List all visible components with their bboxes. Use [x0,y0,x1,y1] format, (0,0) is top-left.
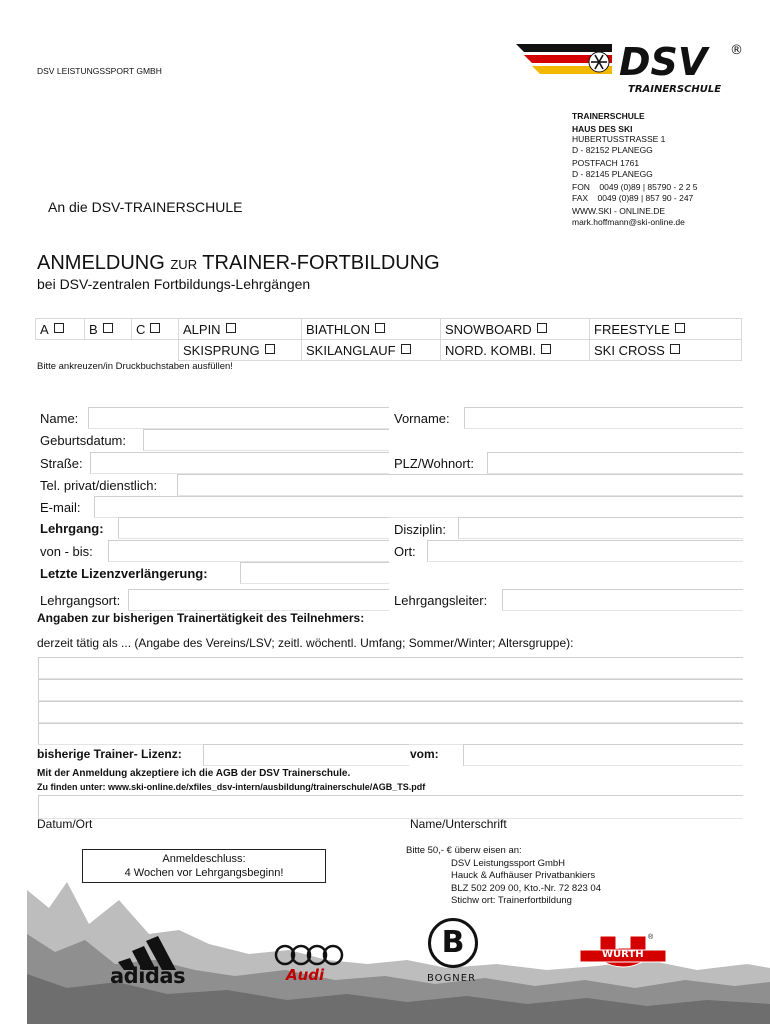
lehrgang-field[interactable] [118,517,389,539]
label-von-bis: von - bis: [40,544,93,559]
address-po-city: D - 82145 PLANEGG [572,168,653,179]
address-building: HAUS DES SKI [572,123,633,134]
title-part2: ZUR [170,257,198,272]
vom-field[interactable] [463,744,743,766]
fill-instruction: Bitte ankreuzen/in Druckbuchstaben ausfüllen! [37,361,233,372]
payment-line-1: Bitte 50,- € überw eisen an: [406,845,522,856]
address-street: HUBERTUSSTRASSE 1 [572,134,666,144]
dsv-logo [516,40,746,98]
payment-info [406,845,601,908]
checkbox-skisprung[interactable] [265,344,275,354]
address-po-box: POSTFACH 1761 [572,158,640,168]
registered-mark: ® [730,43,743,58]
label-unterschrift: Name/Unterschrift [410,817,507,831]
deadline-label: Anmeldeschluss: [162,853,246,865]
title-part1: ANMELDUNG [37,252,165,274]
label-vorname: Vorname: [394,411,450,426]
checkbox-a[interactable] [54,323,64,333]
audi-logo [274,944,348,986]
taetigkeit-line-4[interactable] [38,723,743,745]
plz-wohnort-field[interactable] [487,452,743,474]
taetigkeit-line-3[interactable] [38,701,743,723]
taetigkeit-line-1[interactable] [38,657,743,679]
checkbox-c[interactable] [150,323,160,333]
address-city: D - 82152 PLANEGG [572,144,653,155]
section-heading-trainertaetigkeit: Angaben zur bisherigen Trainertätigkeit des Teilnehmers: [37,611,365,625]
cat-b-label: B [89,321,98,337]
bisherige-lizenz-field[interactable] [203,744,409,766]
checkbox-biathlon[interactable] [375,323,385,333]
category-table [35,318,742,361]
recipient: An die DSV-TRAINERSCHULE [48,199,243,215]
derzeit-instruction: derzeit tätig als ... (Angabe des Vereins/LSV; zeitl. wöchentl. Umfang; Sommer/Winter; Altersgruppe): [37,636,574,650]
lehrgangsort-field[interactable] [128,589,389,611]
payment-line-5: Stichw ort: Trainerfortbildung [451,895,572,906]
label-ort: Ort: [394,544,416,559]
page-title [37,252,440,275]
wurth-registered-mark: ® [648,934,654,941]
label-lehrgangsort: Lehrgangsort: [40,593,121,608]
signature-field[interactable] [38,795,743,819]
label-datum-ort: Datum/Ort [37,817,93,831]
label-strasse: Straße: [40,456,83,471]
taetigkeit-line-2[interactable] [38,679,743,701]
audi-wordmark: Audi [286,966,325,984]
address-web: WWW.SKI - ONLINE.DE [572,206,666,216]
lizenzverlaengerung-field[interactable] [240,562,389,584]
dsv-logo-graphic [516,40,746,98]
email-field[interactable] [94,496,743,518]
label-vom: vom: [410,747,439,761]
label-lehrgangsleiter: Lehrgangsleiter: [394,593,488,608]
cat-c-label: C [136,321,146,337]
address-phone: FON 0049 (0)89 | 85790 - 2 2 5 [572,182,698,192]
label-name: Name: [40,411,79,426]
adidas-logo [110,936,200,986]
label-disziplin: Disziplin: [394,522,447,537]
label-geburtsdatum: Geburtsdatum: [40,433,126,448]
address-block [572,111,698,227]
agb-link[interactable]: Zu finden unter: www.ski-online.de/xfiles_dsv-intern/ausbildung/trainerschule/AGB_TS.pdf [37,782,426,792]
checkbox-b[interactable] [103,323,113,333]
strasse-field[interactable] [90,452,389,474]
ort-field[interactable] [427,540,743,562]
dsv-logo-subtitle: TRAINERSCHULE [628,84,722,95]
cat-freestyle-label: FREESTYLE [594,321,670,337]
checkbox-ski-cross[interactable] [670,344,680,354]
title-part3: TRAINER-FORTBILDUNG [202,252,440,274]
checkbox-nord-kombi[interactable] [541,344,551,354]
wurth-wordmark: WÜRTH [602,949,644,960]
deadline-value: 4 Wochen vor Lehrgangsbeginn! [124,867,284,879]
audi-rings-icon [274,944,348,966]
agb-acceptance: Mit der Anmeldung akzeptiere ich die AGB der DSV Trainerschule. [37,768,351,779]
adidas-wordmark: adidas [110,964,186,988]
dsv-logo-text: DSV [619,40,708,84]
cat-skisprung-label: SKISPRUNG [183,342,260,358]
address-name: TRAINERSCHULE [572,111,645,121]
snowflake-icon [589,52,609,72]
checkbox-snowboard[interactable] [537,323,547,333]
bogner-logo [422,918,488,988]
deadline-box [82,849,326,883]
label-tel: Tel. privat/dienstlich: [40,478,158,493]
lehrgangsleiter-field[interactable] [502,589,743,611]
wurth-logo [578,934,668,976]
label-plz: PLZ/Wohnort: [394,456,474,471]
address-email: mark.hoffmann@ski-online.de [572,216,685,227]
company-name: DSV LEISTUNGSSPORT GMBH [37,66,162,76]
payment-line-3: Hauck & Aufhäuser Privatbankiers [451,870,596,881]
cat-ski-cross-label: SKI CROSS [594,342,665,358]
name-field[interactable] [88,407,389,429]
address-fax: FAX 0049 (0)89 | 857 90 - 247 [572,192,694,203]
cat-biathlon-label: BIATHLON [306,321,371,337]
von-bis-field[interactable] [108,540,389,562]
payment-line-2: DSV Leistungssport GmbH [451,857,566,869]
cat-a-label: A [40,321,49,337]
checkbox-alpin[interactable] [226,323,236,333]
label-lehrgang: Lehrgang: [40,521,104,536]
label-lizenz: Letzte Lizenzverlängerung: [40,566,208,581]
tel-field[interactable] [177,474,743,496]
disziplin-field[interactable] [458,517,743,539]
bogner-wordmark: BOGNER [427,973,477,984]
payment-line-4: BLZ 502 209 00, Kto.-Nr. 72 823 04 [451,882,601,894]
bogner-b-icon: B [428,918,478,968]
label-bisherige-lizenz: bisherige Trainer- Lizenz: [37,747,182,761]
page-subtitle: bei DSV-zentralen Fortbildungs-Lehrgängen [37,276,311,292]
cat-snowboard-label: SNOWBOARD [445,321,532,337]
geburtsdatum-field[interactable] [143,429,389,451]
cat-skilanglauf-label: SKILANGLAUF [306,342,396,358]
checkbox-skilanglauf[interactable] [401,344,411,354]
vorname-field[interactable] [464,407,743,429]
checkbox-freestyle[interactable] [675,323,685,333]
cat-alpin-label: ALPIN [183,321,221,337]
label-email: E-mail: [40,500,81,515]
cat-nord-kombi-label: NORD. KOMBI. [445,342,537,358]
